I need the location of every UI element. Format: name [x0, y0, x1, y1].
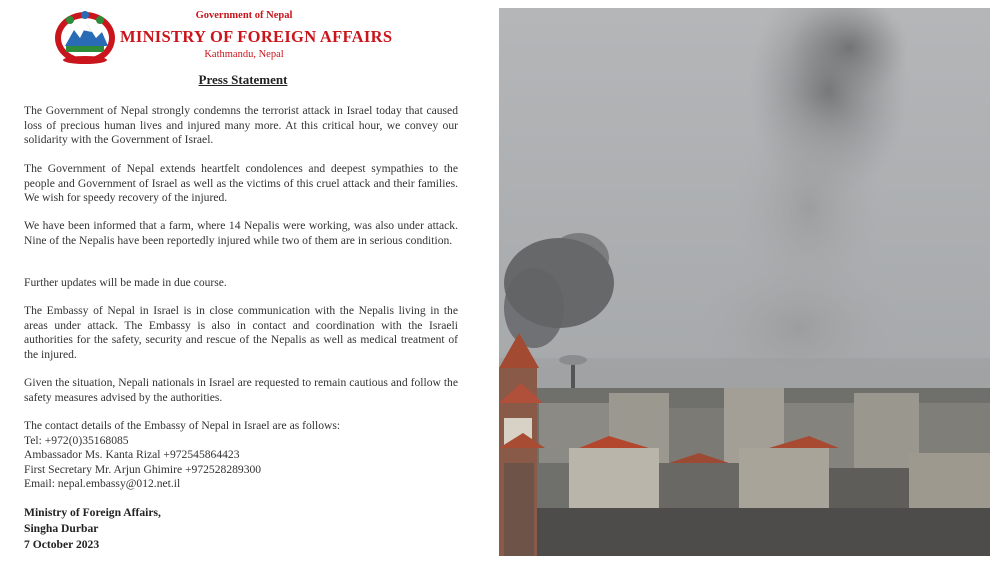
press-statement-document	[0, 0, 486, 568]
contact-secretary: First Secretary Mr. Arjun Ghimire +972528289300	[24, 462, 262, 476]
signature-block	[24, 505, 161, 553]
city-skyline	[499, 388, 990, 556]
contacts-intro: The contact details of the Embassy of Nepal in Israel are as follows:	[24, 419, 341, 432]
paragraph-updates: Further updates will be made in due course.	[24, 276, 227, 289]
paragraph-farm-attack: We have been informed that a farm, where 14 Nepalis were working, was also under attack. Nine of the Nepalis have been reportedly injured while two of them are in serious condition.	[24, 219, 458, 247]
contact-ambassador: Ambassador Ms. Kanta Rizal +972545864423	[24, 448, 240, 461]
paragraph-condemnation: The Government of Nepal strongly condemns the terrorist attack in Israel today that caused loss of precious human lives and injured many more. At this critical hour, we convey our solidarity with the Government of Israel.	[24, 104, 458, 146]
nepal-emblem-icon	[52, 8, 118, 66]
city-label: Kathmandu, Nepal	[204, 49, 284, 60]
contact-tel: Tel: +972(0)35168085	[24, 433, 129, 447]
government-label: Government of Nepal	[195, 10, 293, 21]
statement-title: Press Statement	[198, 72, 288, 87]
signature-place: Singha Durbar	[24, 522, 99, 535]
signature-org: Ministry of Foreign Affairs,	[24, 506, 161, 519]
contact-email: Email: nepal.embassy@012.net.il	[24, 477, 181, 490]
city-smoke-illustration	[499, 8, 990, 556]
paragraph-condolences: The Government of Nepal extends heartfelt condolences and deepest sympathies to the people and Government of Israel as well as the victims of this cruel attack and their families. We wish for speedy recovery of the injured.	[24, 162, 458, 204]
contact-details	[24, 419, 458, 492]
ministry-title: MINISTRY OF FOREIGN AFFAIRS	[120, 27, 393, 46]
paragraph-advisory: Given the situation, Nepali nationals in Israel are requested to remain cautious and follow the safety measures advised by the authorities.	[24, 376, 458, 404]
signature-date: 7 October 2023	[24, 538, 100, 551]
city-smoke-photo	[499, 8, 990, 556]
paragraph-embassy: The Embassy of Nepal in Israel is in close communication with the Nepalis living in the areas under attack. The Embassy is also in contact and coordination with the Israeli authorities for the safety, security and rescue of the Nepalis as well as medical treatment of the injured.	[24, 304, 458, 361]
